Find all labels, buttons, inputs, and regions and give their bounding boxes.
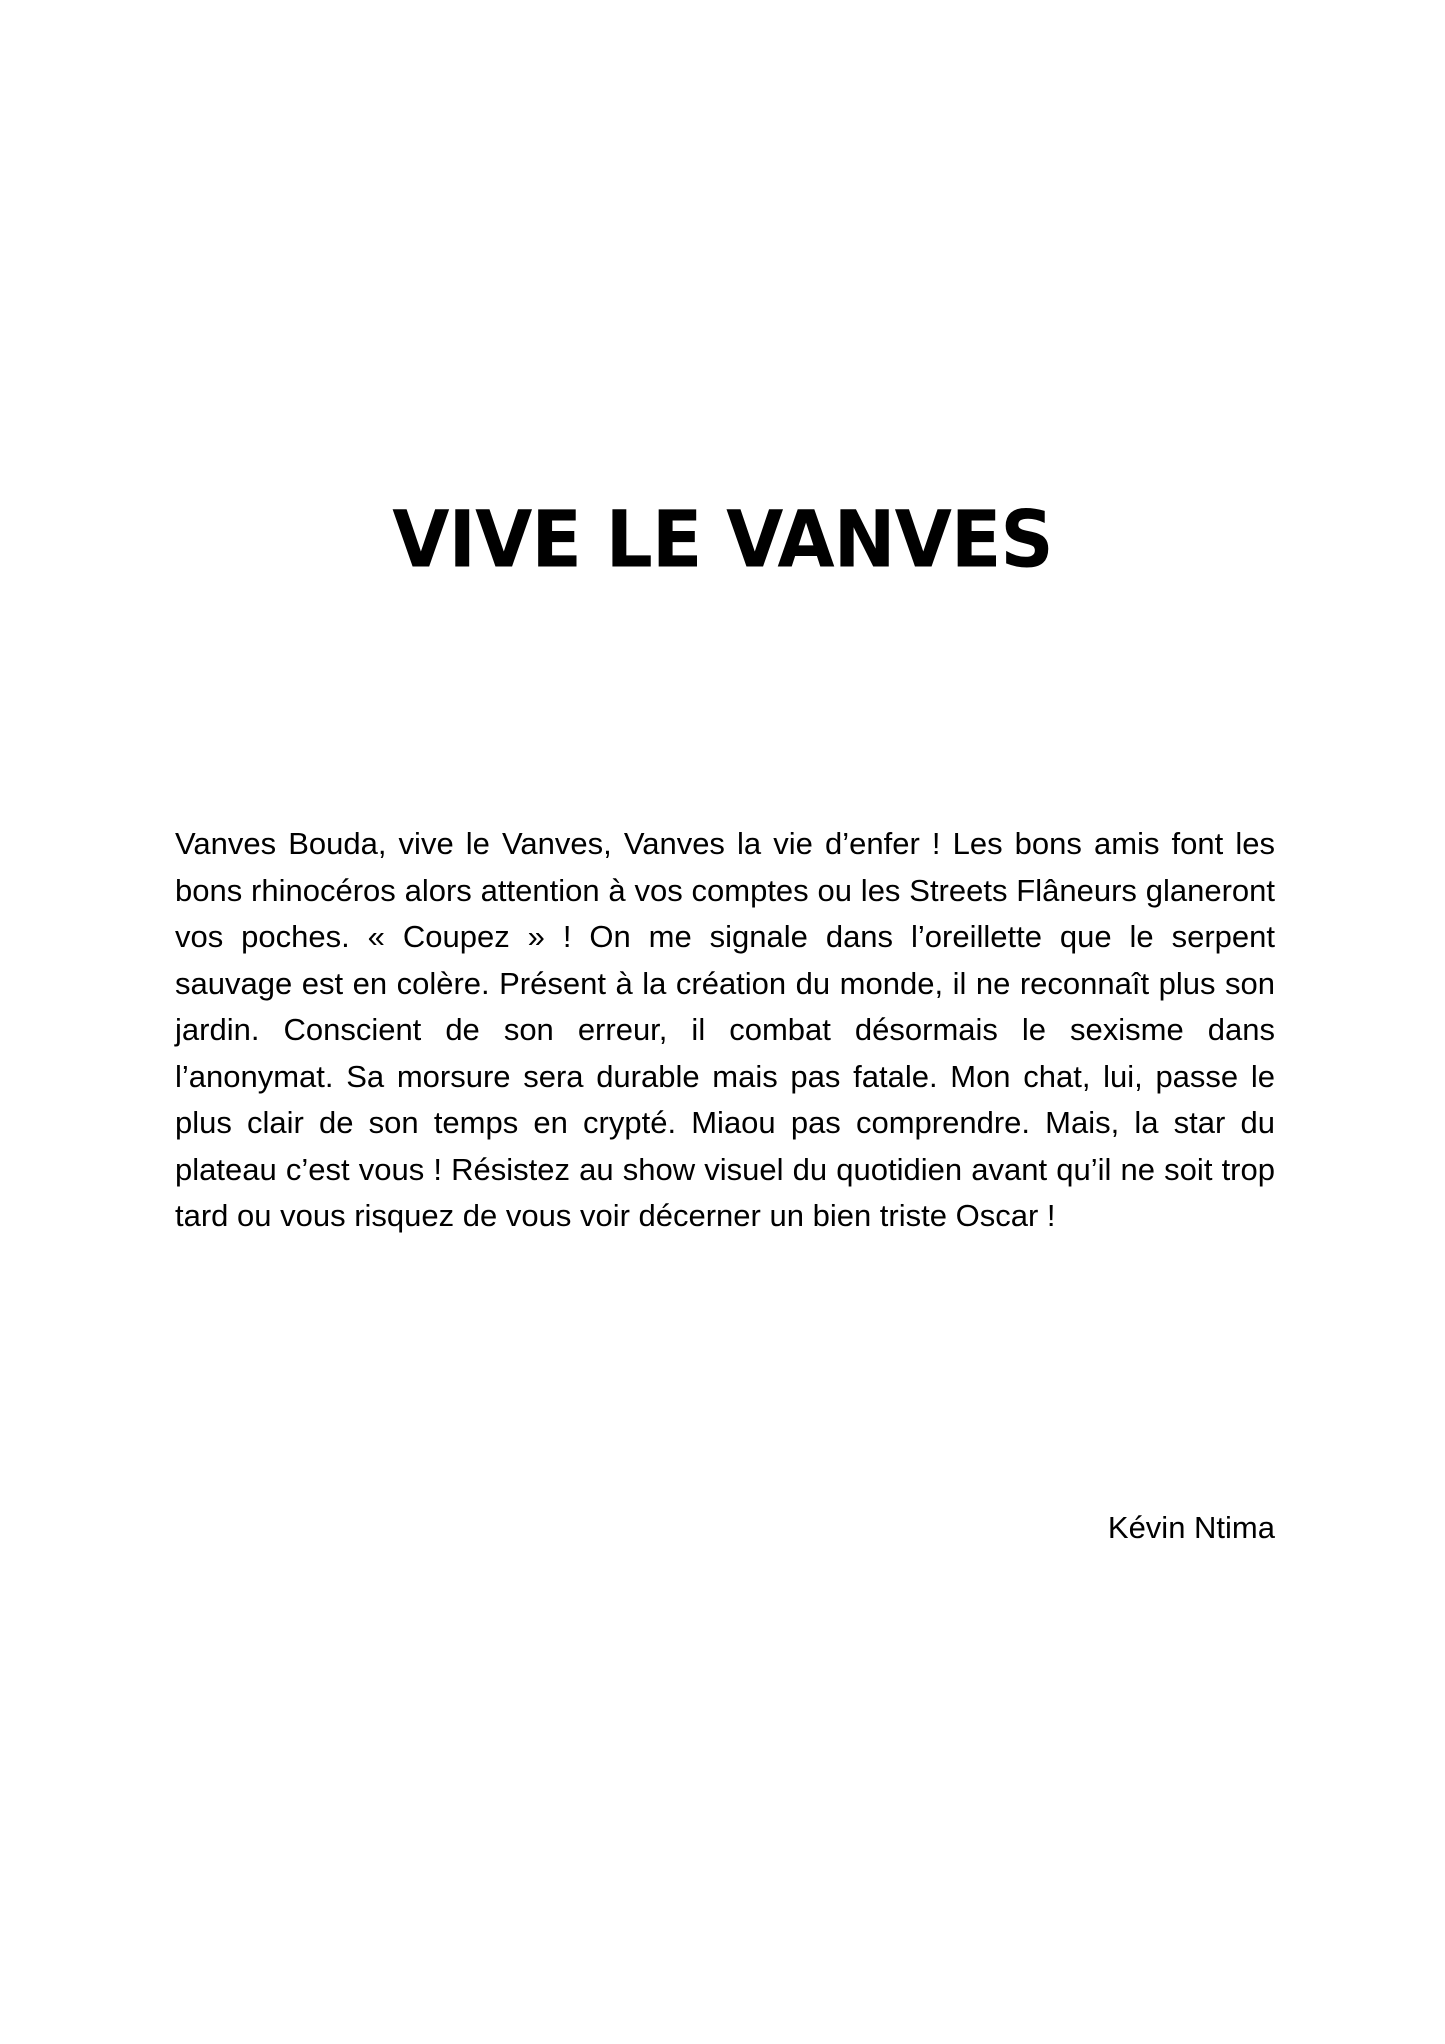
page-title: VIVE LE VANVES [392,494,1053,586]
body-paragraph: Vanves Bouda, vive le Vanves, Vanves la vie d’enfer ! Les bons amis font les bons rhinocéros alors attention à vos comptes ou les Streets Flâneurs glaneront vos poches. « Coupez » ! On me signale dans l’oreillette que le serpent sauvage est en colère. Présent à la création du monde, il ne reconnaît plus son jardin. Conscient de son erreur, il combat désormais le sexisme dans l’anonymat. Sa morsure sera durable mais pas fatale. Mon chat, lui, passe le plus clair de son temps en crypté. Miaou pas comprendre. Mais, la star du plateau c’est vous ! Résistez au show visuel du quotidien avant qu’il ne soit trop tard ou vous risquez de vous voir décerner un bien triste Oscar ! [175,826,1275,1233]
author-signature: Kévin Ntima [1107,1510,1275,1545]
